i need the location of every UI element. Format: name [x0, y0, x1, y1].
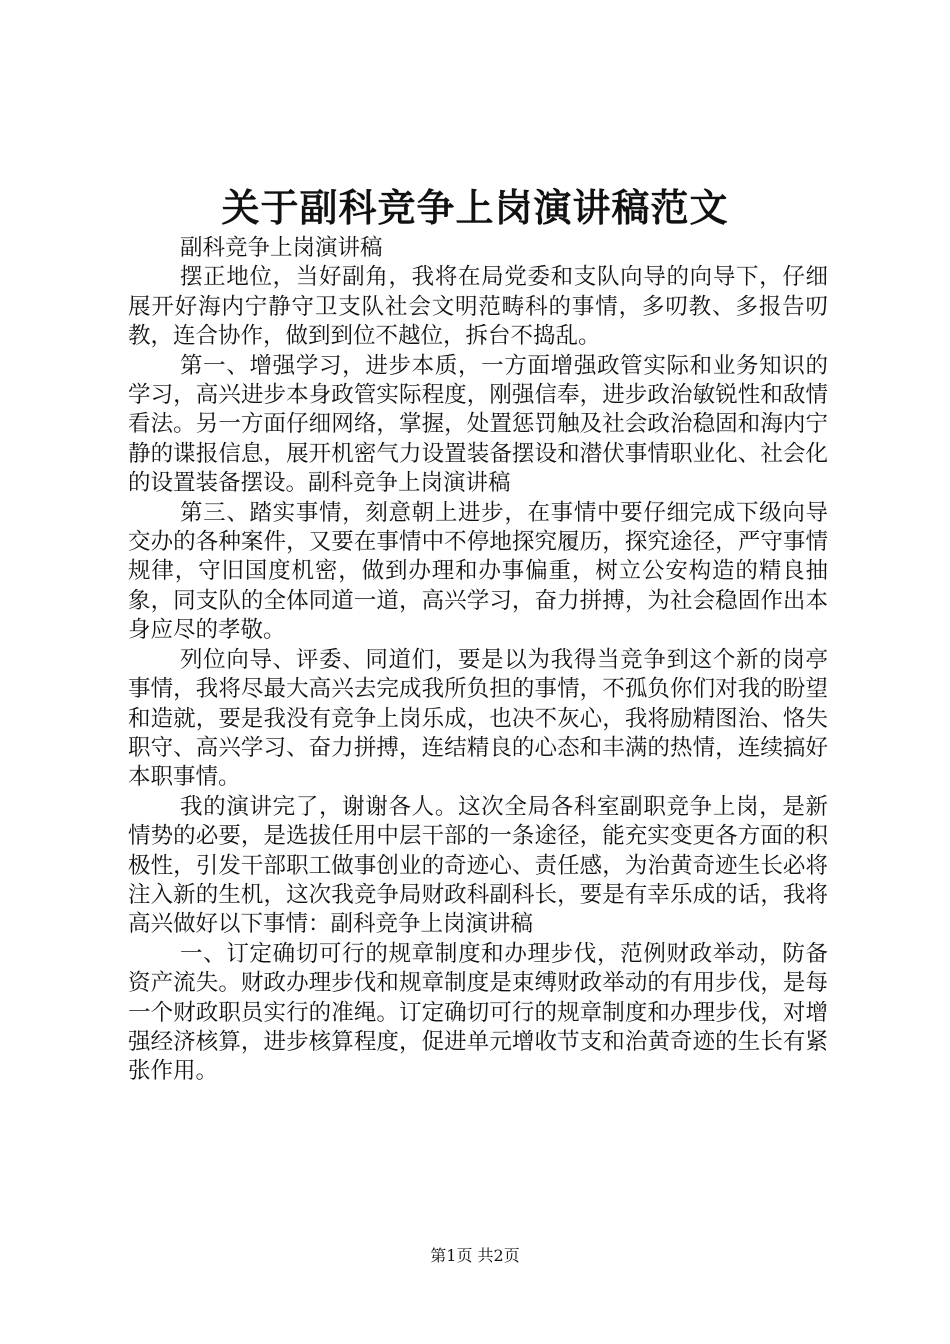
- page-footer: 第1页 共2页: [430, 1246, 520, 1265]
- paragraph-4: 列位向导、评委、同道们，要是以为我得当竞争到这个新的岗亭事情，我将尽最大高兴去完成我所负担的事情，不孤负你们对我的盼望和造就，要是我没有竞争上岗乐成，也决不灰心，我将励精图治、恪失职守、高兴学习、奋力拼搏，连结精良的心态和丰满的热情，连续搞好本职事情。: [128, 646, 828, 791]
- document-title: 关于副科竞争上岗演讲稿范文: [221, 185, 729, 230]
- paragraph-subtitle: 副科竞争上岗演讲稿: [180, 235, 383, 261]
- paragraph-3: 第三、踏实事情，刻意朝上进步，在事情中要仔细完成下级向导交办的各种案件，又要在事情中不停地探究履历，探究途径，严守事情规律，守旧国度机密，做到办理和办事偏重，树立公安构造的精良抽象，同支队的全体同道一道，高兴学习，奋力拼搏，为社会稳固作出本身应尽的孝敬。: [128, 499, 828, 644]
- paragraph-5: 我的演讲完了，谢谢各人。这次全局各科室副职竞争上岗，是新情势的必要，是选拔任用中层干部的一条途径，能充实变更各方面的积极性，引发干部职工做事创业的奇迹心、责任感，为治黄奇迹生长必将注入新的生机，这次我竞争局财政科副科长，要是有幸乐成的话，我将高兴做好以下事情：副科竞争上岗演讲稿: [128, 793, 828, 938]
- paragraph-1: 摆正地位，当好副角，我将在局党委和支队向导的向导下，仔细展开好海内宁静守卫支队社会文明范畴科的事情，多叨教、多报告叨教，连合协作，做到到位不越位，拆台不捣乱。: [128, 264, 828, 350]
- paragraph-2: 第一、增强学习，进步本质，一方面增强政管实际和业务知识的学习，高兴进步本身政管实际程度，刚强信奉，进步政治敏锐性和敌情看法。另一方面仔细网络，掌握，处置惩罚触及社会政治稳固和海内宁静的谍报信息，展开机密气力设置装备摆设和潜伏事情职业化、社会化的设置装备摆设。副科竞争上岗演讲稿: [128, 352, 828, 497]
- document-body: [128, 234, 828, 1087]
- paragraph-6: 一、订定确切可行的规章制度和办理步伐，范例财政举动，防备资产流失。财政办理步伐和规章制度是束缚财政举动的有用步伐，是每一个财政职员实行的准绳。订定确切可行的规章制度和办理步伐，对增强经济核算，进步核算程度，促进单元增收节支和治黄奇迹的生长有紧张作用。: [128, 940, 828, 1085]
